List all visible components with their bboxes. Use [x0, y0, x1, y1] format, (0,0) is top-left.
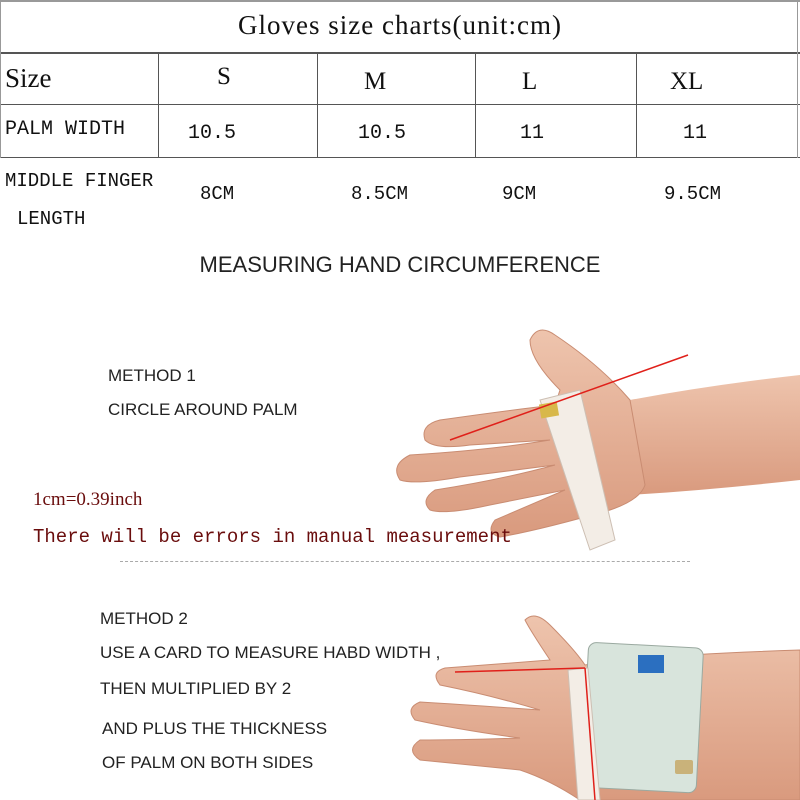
- finger-length-l: 9CM: [502, 183, 537, 205]
- method1-desc: CIRCLE AROUND PALM: [108, 400, 298, 419]
- palm-width-l: 11: [520, 122, 545, 145]
- error-note: There will be errors in manual measurement: [33, 526, 512, 548]
- method2-line3: AND PLUS THE THICKNESS: [102, 719, 328, 738]
- card-logo: [638, 655, 664, 673]
- table-rule: [158, 52, 159, 158]
- measuring-heading: MEASURING HAND CIRCUMFERENCE: [199, 252, 601, 277]
- hand-measure-photo-1: [380, 305, 800, 555]
- size-chart-table: [0, 0, 800, 240]
- row-label-length: LENGTH: [17, 208, 86, 230]
- chart-title: Gloves size charts(unit:cm): [238, 10, 562, 40]
- hand-measure-photo-2: [400, 610, 800, 800]
- size-xl: XL: [670, 68, 704, 95]
- method1-title: METHOD 1: [108, 366, 196, 385]
- table-rule: [0, 104, 800, 105]
- palm-width-xl: 11: [683, 122, 708, 145]
- card-chip: [675, 760, 693, 774]
- row-label-middle-finger: MIDDLE FINGER: [5, 170, 154, 192]
- finger-length-m: 8.5CM: [351, 183, 409, 205]
- size-l: L: [522, 68, 538, 95]
- table-rule: [0, 52, 800, 54]
- method2-line1: USE A CARD TO MEASURE HABD WIDTH ,: [100, 643, 441, 662]
- table-rule: [0, 0, 800, 2]
- table-rule: [0, 157, 800, 158]
- conversion-note: 1cm=0.39inch: [33, 489, 143, 510]
- finger-length-s: 8CM: [200, 183, 235, 205]
- method2-title: METHOD 2: [100, 609, 188, 628]
- palm-width-m: 10.5: [358, 122, 407, 145]
- section-divider: [120, 561, 690, 562]
- table-rule: [317, 52, 318, 158]
- size-header-label: Size: [5, 63, 52, 93]
- row-label-palm-width: PALM WIDTH: [5, 118, 126, 141]
- finger-length-xl: 9.5CM: [664, 183, 722, 205]
- table-rule: [475, 52, 476, 158]
- method2-line4: OF PALM ON BOTH SIDES: [102, 753, 314, 772]
- table-rule: [636, 52, 637, 158]
- size-m: M: [364, 68, 387, 95]
- size-s: S: [217, 63, 231, 90]
- method2-line2: THEN MULTIPLIED BY 2: [100, 679, 292, 698]
- palm-width-s: 10.5: [188, 122, 237, 145]
